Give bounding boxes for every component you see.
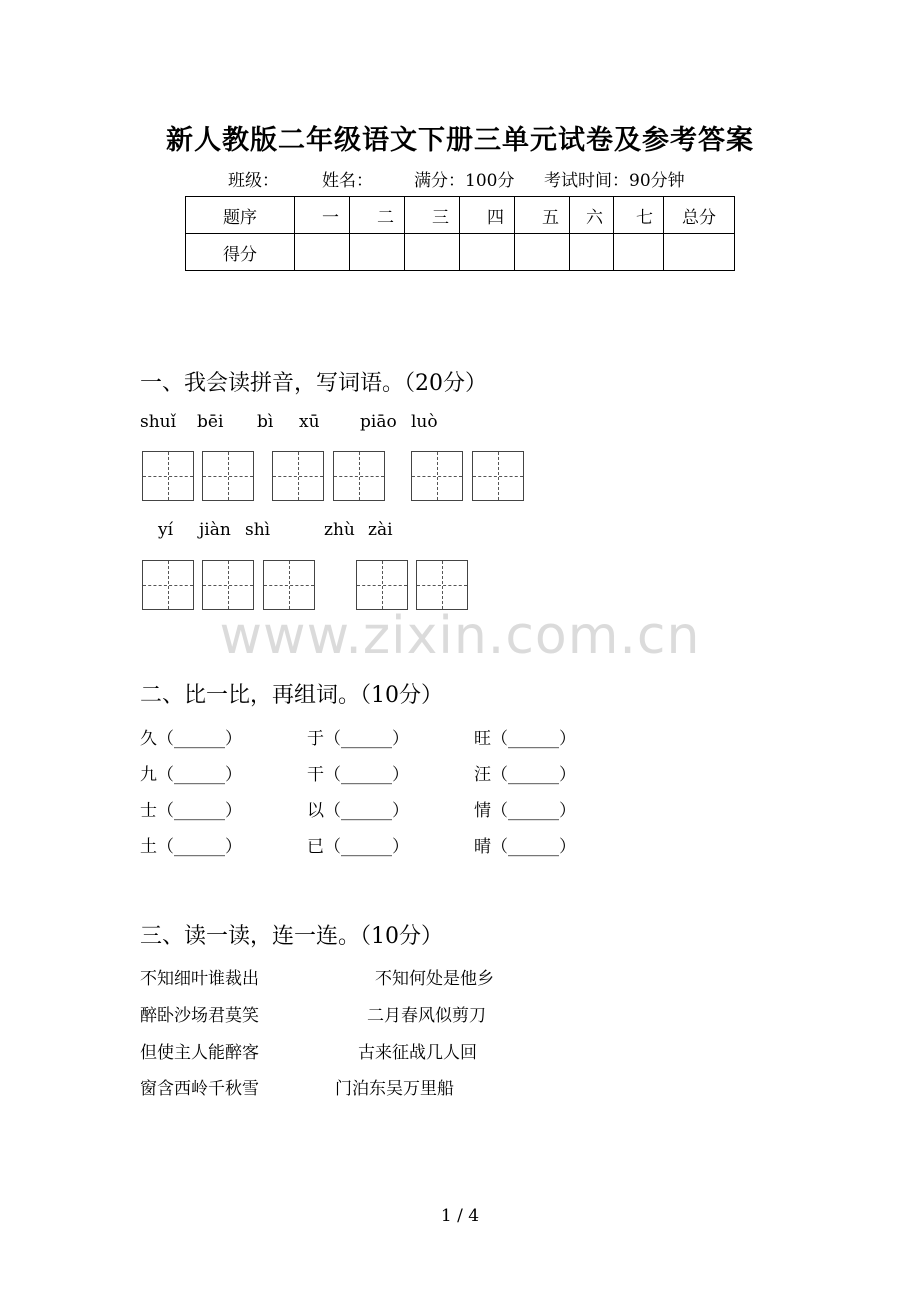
score-table bbox=[185, 196, 735, 271]
writing-grid-box[interactable] bbox=[416, 560, 468, 610]
writing-grid-box[interactable] bbox=[142, 560, 194, 610]
compare-item[interactable]: 干（______） bbox=[307, 765, 409, 785]
pinyin: shuǐ bbox=[140, 412, 177, 432]
pinyin: xū bbox=[299, 412, 320, 432]
writing-grid-box[interactable] bbox=[472, 451, 524, 501]
compare-item[interactable]: 于（______） bbox=[307, 729, 409, 749]
exam-time-label: 考试时间：90分钟 bbox=[544, 171, 685, 191]
table-cell: 得分 bbox=[186, 234, 295, 271]
watermark: www.zixin.com.cn bbox=[219, 606, 701, 666]
poem-line-right[interactable]: 古来征战几人回 bbox=[358, 1043, 477, 1063]
pinyin: yí bbox=[158, 520, 174, 540]
table-cell: 五 bbox=[515, 197, 570, 234]
table-cell: 六 bbox=[570, 197, 614, 234]
score-input-cell[interactable] bbox=[295, 234, 350, 271]
table-cell: 二 bbox=[350, 197, 405, 234]
writing-grid-box[interactable] bbox=[142, 451, 194, 501]
score-input-cell[interactable] bbox=[614, 234, 664, 271]
full-score-label: 满分：100分 bbox=[414, 171, 515, 191]
writing-grid-box[interactable] bbox=[202, 451, 254, 501]
pinyin: luò bbox=[411, 412, 438, 432]
table-row bbox=[186, 234, 735, 271]
poem-line-left[interactable]: 窗含西岭千秋雪 bbox=[140, 1079, 259, 1099]
section-2-heading: 二、比一比，再组词。（10分） bbox=[140, 683, 443, 708]
compare-item[interactable]: 晴（______） bbox=[474, 837, 576, 857]
compare-item[interactable]: 已（______） bbox=[307, 837, 409, 857]
table-row bbox=[186, 197, 735, 234]
writing-grid-box[interactable] bbox=[202, 560, 254, 610]
writing-grid-box[interactable] bbox=[263, 560, 315, 610]
writing-grid-box[interactable] bbox=[411, 451, 463, 501]
compare-item[interactable]: 土（______） bbox=[140, 837, 242, 857]
compare-item[interactable]: 情（______） bbox=[474, 801, 576, 821]
poem-line-right[interactable]: 不知何处是他乡 bbox=[375, 969, 494, 989]
poem-line-left[interactable]: 不知细叶谁裁出 bbox=[140, 969, 259, 989]
table-cell: 四 bbox=[460, 197, 515, 234]
compare-item[interactable]: 士（______） bbox=[140, 801, 242, 821]
pinyin: piāo bbox=[360, 412, 397, 432]
poem-line-right[interactable]: 门泊东吴万里船 bbox=[335, 1079, 454, 1099]
pinyin: bì bbox=[257, 412, 274, 432]
page-title: 新人教版二年级语文下册三单元试卷及参考答案 bbox=[166, 125, 754, 156]
poem-line-right[interactable]: 二月春风似剪刀 bbox=[367, 1006, 486, 1026]
compare-item[interactable]: 九（______） bbox=[140, 765, 242, 785]
table-cell: 三 bbox=[405, 197, 460, 234]
pinyin: shì bbox=[245, 520, 271, 540]
section-1-heading: 一、我会读拼音，写词语。（20分） bbox=[140, 371, 487, 396]
compare-item[interactable]: 以（______） bbox=[307, 801, 409, 821]
poem-line-left[interactable]: 醉卧沙场君莫笑 bbox=[140, 1006, 259, 1026]
compare-item[interactable]: 旺（______） bbox=[474, 729, 576, 749]
pinyin: bēi bbox=[197, 412, 224, 432]
class-label: 班级： bbox=[228, 171, 279, 191]
score-input-cell[interactable] bbox=[350, 234, 405, 271]
pinyin: zài bbox=[368, 520, 393, 540]
writing-grid-box[interactable] bbox=[356, 560, 408, 610]
score-input-cell[interactable] bbox=[515, 234, 570, 271]
table-cell: 七 bbox=[614, 197, 664, 234]
pinyin: jiàn bbox=[199, 520, 231, 540]
table-cell: 一 bbox=[295, 197, 350, 234]
table-cell: 总分 bbox=[664, 197, 735, 234]
compare-item[interactable]: 久（______） bbox=[140, 729, 242, 749]
page-number: 1 / 4 bbox=[440, 1206, 480, 1226]
score-input-cell[interactable] bbox=[570, 234, 614, 271]
pinyin: zhù bbox=[324, 520, 355, 540]
score-input-cell[interactable] bbox=[664, 234, 735, 271]
score-input-cell[interactable] bbox=[405, 234, 460, 271]
section-3-heading: 三、读一读，连一连。（10分） bbox=[140, 924, 443, 949]
writing-grid-box[interactable] bbox=[272, 451, 324, 501]
poem-line-left[interactable]: 但使主人能醉客 bbox=[140, 1043, 259, 1063]
writing-grid-box[interactable] bbox=[333, 451, 385, 501]
score-input-cell[interactable] bbox=[460, 234, 515, 271]
table-cell: 题序 bbox=[186, 197, 295, 234]
compare-item[interactable]: 汪（______） bbox=[474, 765, 576, 785]
name-label: 姓名： bbox=[322, 171, 373, 191]
